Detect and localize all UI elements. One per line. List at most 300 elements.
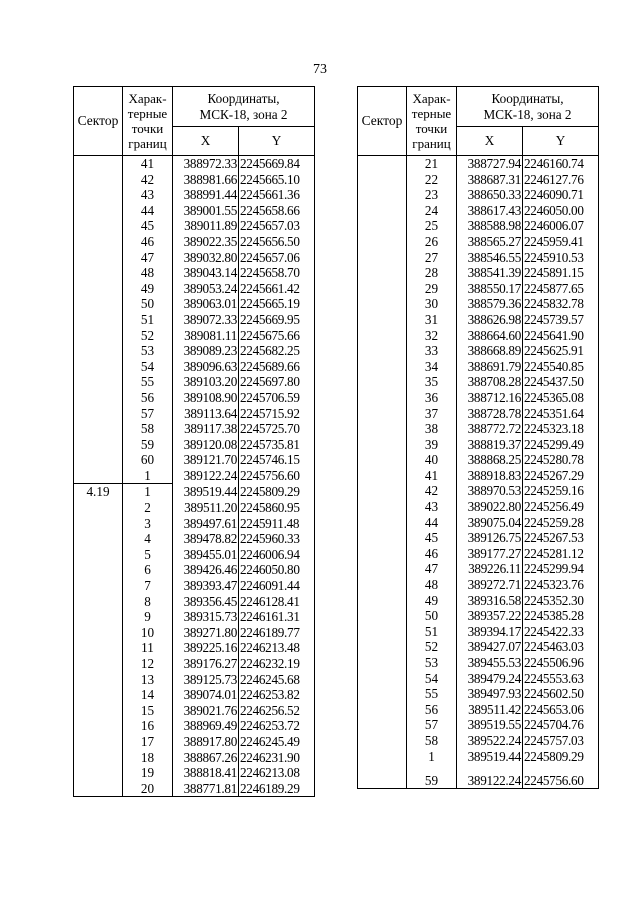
x-cell: 389511.42 xyxy=(457,702,523,718)
table-row xyxy=(358,374,599,390)
y-cell: 2245365.08 xyxy=(523,390,599,406)
sector-cell xyxy=(358,359,407,375)
x-cell: 388708.28 xyxy=(457,374,523,390)
point-cell: 59 xyxy=(407,764,457,789)
sector-cell xyxy=(74,218,123,234)
table-row xyxy=(358,250,599,266)
x-cell: 389075.04 xyxy=(457,515,523,531)
point-cell: 37 xyxy=(407,406,457,422)
table-row xyxy=(74,672,315,688)
sector-cell xyxy=(74,594,123,610)
table-row xyxy=(358,421,599,437)
table-row xyxy=(358,452,599,468)
sector-cell xyxy=(358,764,407,789)
x-cell: 389125.73 xyxy=(173,672,239,688)
point-cell: 54 xyxy=(407,671,457,687)
header-x: X xyxy=(173,127,239,156)
table-row xyxy=(74,531,315,547)
y-cell: 2245665.19 xyxy=(239,296,315,312)
table-row xyxy=(74,516,315,532)
x-cell: 389315.73 xyxy=(173,609,239,625)
sector-cell xyxy=(74,421,123,437)
x-cell: 388579.36 xyxy=(457,296,523,312)
y-cell: 2245540.85 xyxy=(523,359,599,375)
y-cell: 2245809.29 xyxy=(523,749,599,765)
x-cell: 388541.39 xyxy=(457,265,523,281)
table-row xyxy=(358,437,599,453)
point-cell: 1 xyxy=(407,749,457,765)
point-cell: 29 xyxy=(407,281,457,297)
x-cell: 388668.89 xyxy=(457,343,523,359)
sector-cell xyxy=(74,500,123,516)
x-cell: 389522.24 xyxy=(457,733,523,749)
header-points: Харак- терные точки границ xyxy=(123,87,173,156)
table-row xyxy=(358,717,599,733)
y-cell: 2246128.41 xyxy=(239,594,315,610)
x-cell: 388728.78 xyxy=(457,406,523,422)
table-row xyxy=(74,781,315,797)
x-cell: 389225.16 xyxy=(173,640,239,656)
coordinates-table-left xyxy=(73,86,315,797)
y-cell: 2245463.03 xyxy=(523,639,599,655)
point-cell: 41 xyxy=(123,156,173,172)
sector-cell xyxy=(74,359,123,375)
x-cell: 389479.24 xyxy=(457,671,523,687)
sector-cell xyxy=(358,530,407,546)
point-cell: 2 xyxy=(123,500,173,516)
x-cell: 389511.20 xyxy=(173,500,239,516)
sector-cell xyxy=(74,531,123,547)
y-cell: 2246161.31 xyxy=(239,609,315,625)
table-row xyxy=(74,500,315,516)
y-cell: 2245658.70 xyxy=(239,265,315,281)
point-cell: 7 xyxy=(123,578,173,594)
header-coordinates: Координаты, МСК-18, зона 2 xyxy=(457,87,599,127)
point-cell: 52 xyxy=(407,639,457,655)
sector-cell xyxy=(74,437,123,453)
x-cell: 388650.33 xyxy=(457,187,523,203)
sector-cell xyxy=(358,639,407,655)
point-cell: 42 xyxy=(407,483,457,499)
table-row xyxy=(358,624,599,640)
point-cell: 52 xyxy=(123,328,173,344)
y-cell: 2246253.72 xyxy=(239,718,315,734)
table-row xyxy=(358,156,599,172)
point-cell: 13 xyxy=(123,672,173,688)
x-cell: 389117.38 xyxy=(173,421,239,437)
sector-cell xyxy=(74,156,123,172)
x-cell: 389394.17 xyxy=(457,624,523,640)
table-row xyxy=(358,655,599,671)
point-cell: 12 xyxy=(123,656,173,672)
x-cell: 388818.41 xyxy=(173,765,239,781)
point-cell: 43 xyxy=(123,187,173,203)
table-row xyxy=(358,749,599,765)
point-cell: 35 xyxy=(407,374,457,390)
y-cell: 2245267.53 xyxy=(523,530,599,546)
x-cell: 389120.08 xyxy=(173,437,239,453)
point-cell: 20 xyxy=(123,781,173,797)
y-cell: 2245281.12 xyxy=(523,546,599,562)
point-cell: 30 xyxy=(407,296,457,312)
x-cell: 389074.01 xyxy=(173,687,239,703)
sector-cell xyxy=(74,578,123,594)
y-cell: 2245860.95 xyxy=(239,500,315,516)
point-cell: 53 xyxy=(407,655,457,671)
point-cell: 3 xyxy=(123,516,173,532)
y-cell: 2245735.81 xyxy=(239,437,315,453)
x-cell: 389103.20 xyxy=(173,374,239,390)
sector-cell xyxy=(358,733,407,749)
x-cell: 388972.33 xyxy=(173,156,239,172)
table-row xyxy=(358,593,599,609)
table-row xyxy=(358,328,599,344)
y-cell: 2245832.78 xyxy=(523,296,599,312)
sector-cell xyxy=(358,421,407,437)
table-row xyxy=(74,750,315,766)
point-cell: 42 xyxy=(123,172,173,188)
table-row xyxy=(74,484,315,500)
point-cell: 19 xyxy=(123,765,173,781)
y-cell: 2245259.28 xyxy=(523,515,599,531)
point-cell: 48 xyxy=(407,577,457,593)
table-row xyxy=(358,686,599,702)
y-cell: 2245323.18 xyxy=(523,421,599,437)
table-row xyxy=(74,374,315,390)
table-row xyxy=(358,265,599,281)
y-cell: 2246231.90 xyxy=(239,750,315,766)
y-cell: 2246050.80 xyxy=(239,562,315,578)
x-cell: 389122.24 xyxy=(173,468,239,484)
point-cell: 23 xyxy=(407,187,457,203)
table-row xyxy=(74,421,315,437)
point-cell: 34 xyxy=(407,359,457,375)
x-cell: 388565.27 xyxy=(457,234,523,250)
point-cell: 47 xyxy=(123,250,173,266)
x-cell: 389176.27 xyxy=(173,656,239,672)
y-cell: 2246253.82 xyxy=(239,687,315,703)
point-cell: 53 xyxy=(123,343,173,359)
point-cell: 10 xyxy=(123,625,173,641)
sector-cell xyxy=(74,265,123,281)
sector-cell xyxy=(358,172,407,188)
sector-cell xyxy=(358,749,407,765)
table-row xyxy=(358,172,599,188)
sector-cell xyxy=(74,765,123,781)
table-row xyxy=(358,530,599,546)
y-cell: 2245715.92 xyxy=(239,406,315,422)
x-cell: 388771.81 xyxy=(173,781,239,797)
y-cell: 2246091.44 xyxy=(239,578,315,594)
sector-cell xyxy=(358,499,407,515)
sector-cell xyxy=(358,593,407,609)
sector-cell xyxy=(74,750,123,766)
y-cell: 2245725.70 xyxy=(239,421,315,437)
point-cell: 58 xyxy=(123,421,173,437)
x-cell: 389096.63 xyxy=(173,359,239,375)
table-row xyxy=(74,203,315,219)
y-cell: 2245385.28 xyxy=(523,608,599,624)
table-row xyxy=(74,594,315,610)
x-cell: 389072.33 xyxy=(173,312,239,328)
x-cell: 389177.27 xyxy=(457,546,523,562)
x-cell: 389357.22 xyxy=(457,608,523,624)
point-cell: 46 xyxy=(407,546,457,562)
table-row xyxy=(358,577,599,593)
x-cell: 389497.93 xyxy=(457,686,523,702)
point-cell: 43 xyxy=(407,499,457,515)
sector-cell xyxy=(74,672,123,688)
sector-cell xyxy=(358,515,407,531)
point-cell: 57 xyxy=(407,717,457,733)
x-cell: 389022.35 xyxy=(173,234,239,250)
sector-cell xyxy=(74,203,123,219)
y-cell: 2245960.33 xyxy=(239,531,315,547)
table-row xyxy=(358,608,599,624)
sector-cell xyxy=(358,608,407,624)
sector-cell xyxy=(74,781,123,797)
x-cell: 389121.70 xyxy=(173,452,239,468)
y-cell: 2246006.94 xyxy=(239,547,315,563)
x-cell: 388772.72 xyxy=(457,421,523,437)
y-cell: 2245911.48 xyxy=(239,516,315,532)
point-cell: 21 xyxy=(407,156,457,172)
y-cell: 2245661.36 xyxy=(239,187,315,203)
x-cell: 389272.71 xyxy=(457,577,523,593)
x-cell: 389032.80 xyxy=(173,250,239,266)
table-row xyxy=(358,312,599,328)
point-cell: 31 xyxy=(407,312,457,328)
y-cell: 2245323.76 xyxy=(523,577,599,593)
y-cell: 2245602.50 xyxy=(523,686,599,702)
x-cell: 389393.47 xyxy=(173,578,239,594)
x-cell: 388727.94 xyxy=(457,156,523,172)
sector-cell xyxy=(74,656,123,672)
sector-cell xyxy=(74,718,123,734)
coordinates-table-right xyxy=(357,86,599,789)
x-cell: 389316.58 xyxy=(457,593,523,609)
sector-cell xyxy=(74,640,123,656)
table-row xyxy=(358,406,599,422)
point-cell: 59 xyxy=(123,437,173,453)
y-cell: 2245682.25 xyxy=(239,343,315,359)
point-cell: 8 xyxy=(123,594,173,610)
sector-cell xyxy=(358,234,407,250)
x-cell: 389022.80 xyxy=(457,499,523,515)
point-cell: 50 xyxy=(407,608,457,624)
y-cell: 2245697.80 xyxy=(239,374,315,390)
sector-cell: 4.19 xyxy=(74,484,123,500)
point-cell: 39 xyxy=(407,437,457,453)
point-cell: 58 xyxy=(407,733,457,749)
x-cell: 389108.90 xyxy=(173,390,239,406)
table-row xyxy=(74,437,315,453)
point-cell: 41 xyxy=(407,468,457,484)
y-cell: 2246245.68 xyxy=(239,672,315,688)
y-cell: 2246256.52 xyxy=(239,703,315,719)
sector-cell xyxy=(358,468,407,484)
point-cell: 56 xyxy=(407,702,457,718)
table-row xyxy=(74,468,315,484)
y-cell: 2245756.60 xyxy=(523,764,599,789)
table-row xyxy=(74,187,315,203)
y-cell: 2245625.91 xyxy=(523,343,599,359)
y-cell: 2245259.16 xyxy=(523,483,599,499)
table-row xyxy=(74,390,315,406)
sector-cell xyxy=(74,172,123,188)
table-row xyxy=(358,702,599,718)
y-cell: 2246189.29 xyxy=(239,781,315,797)
header-coordinates: Координаты, МСК-18, зона 2 xyxy=(173,87,315,127)
table-row xyxy=(74,547,315,563)
point-cell: 9 xyxy=(123,609,173,625)
y-cell: 2245669.84 xyxy=(239,156,315,172)
x-cell: 388588.98 xyxy=(457,218,523,234)
y-cell: 2245877.65 xyxy=(523,281,599,297)
point-cell: 17 xyxy=(123,734,173,750)
table-row xyxy=(74,718,315,734)
x-cell: 389021.76 xyxy=(173,703,239,719)
sector-cell xyxy=(74,734,123,750)
y-cell: 2246090.71 xyxy=(523,187,599,203)
point-cell: 14 xyxy=(123,687,173,703)
header-sector: Сектор xyxy=(74,87,123,156)
sector-cell xyxy=(358,483,407,499)
y-cell: 2245267.29 xyxy=(523,468,599,484)
x-cell: 389113.64 xyxy=(173,406,239,422)
table-row xyxy=(358,499,599,515)
y-cell: 2245553.63 xyxy=(523,671,599,687)
header-x: X xyxy=(457,127,523,156)
y-cell: 2245351.64 xyxy=(523,406,599,422)
sector-cell xyxy=(358,561,407,577)
y-cell: 2246189.77 xyxy=(239,625,315,641)
x-cell: 389053.24 xyxy=(173,281,239,297)
point-cell: 54 xyxy=(123,359,173,375)
x-cell: 389455.01 xyxy=(173,547,239,563)
sector-cell xyxy=(74,468,123,484)
sector-cell xyxy=(74,687,123,703)
point-cell: 57 xyxy=(123,406,173,422)
sector-cell xyxy=(74,562,123,578)
sector-cell xyxy=(358,312,407,328)
table-row xyxy=(74,218,315,234)
x-cell: 388626.98 xyxy=(457,312,523,328)
point-cell: 44 xyxy=(123,203,173,219)
sector-cell xyxy=(74,374,123,390)
table-row xyxy=(358,234,599,250)
table-row xyxy=(74,765,315,781)
y-cell: 2246245.49 xyxy=(239,734,315,750)
point-cell: 26 xyxy=(407,234,457,250)
table-row xyxy=(74,328,315,344)
table-row xyxy=(358,483,599,499)
y-cell: 2245256.49 xyxy=(523,499,599,515)
y-cell: 2245910.53 xyxy=(523,250,599,266)
point-cell: 40 xyxy=(407,452,457,468)
x-cell: 388687.31 xyxy=(457,172,523,188)
table-row xyxy=(358,359,599,375)
table-row xyxy=(74,312,315,328)
table-row xyxy=(358,671,599,687)
y-cell: 2245661.42 xyxy=(239,281,315,297)
point-cell: 1 xyxy=(123,468,173,484)
x-cell: 388969.49 xyxy=(173,718,239,734)
table-row xyxy=(74,562,315,578)
y-cell: 2246213.08 xyxy=(239,765,315,781)
x-cell: 388546.55 xyxy=(457,250,523,266)
sector-cell xyxy=(358,328,407,344)
point-cell: 6 xyxy=(123,562,173,578)
y-cell: 2245739.57 xyxy=(523,312,599,328)
table-row xyxy=(358,218,599,234)
x-cell: 389122.24 xyxy=(457,764,523,789)
page-number: 73 xyxy=(313,62,327,77)
point-cell: 49 xyxy=(123,281,173,297)
y-cell: 2245280.78 xyxy=(523,452,599,468)
sector-cell xyxy=(358,437,407,453)
x-cell: 388918.83 xyxy=(457,468,523,484)
sector-cell xyxy=(358,577,407,593)
sector-cell xyxy=(74,547,123,563)
point-cell: 16 xyxy=(123,718,173,734)
table-row xyxy=(74,734,315,750)
x-cell: 388819.37 xyxy=(457,437,523,453)
table-row xyxy=(74,578,315,594)
sector-cell xyxy=(358,218,407,234)
sector-cell xyxy=(74,312,123,328)
y-cell: 2245704.76 xyxy=(523,717,599,733)
table-row xyxy=(358,468,599,484)
table-row xyxy=(358,515,599,531)
sector-cell xyxy=(358,390,407,406)
y-cell: 2245757.03 xyxy=(523,733,599,749)
x-cell: 389126.75 xyxy=(457,530,523,546)
table-row xyxy=(74,265,315,281)
y-cell: 2245437.50 xyxy=(523,374,599,390)
y-cell: 2246127.76 xyxy=(523,172,599,188)
point-cell: 5 xyxy=(123,547,173,563)
x-cell: 389478.82 xyxy=(173,531,239,547)
y-cell: 2245352.30 xyxy=(523,593,599,609)
sector-cell xyxy=(358,686,407,702)
x-cell: 389519.55 xyxy=(457,717,523,733)
y-cell: 2245506.96 xyxy=(523,655,599,671)
point-cell: 11 xyxy=(123,640,173,656)
point-cell: 46 xyxy=(123,234,173,250)
y-cell: 2245959.41 xyxy=(523,234,599,250)
sector-cell xyxy=(358,343,407,359)
y-cell: 2245653.06 xyxy=(523,702,599,718)
y-cell: 2245756.60 xyxy=(239,468,315,484)
table-row xyxy=(74,250,315,266)
y-cell: 2245658.66 xyxy=(239,203,315,219)
table-row xyxy=(74,406,315,422)
y-cell: 2245891.15 xyxy=(523,265,599,281)
table-row xyxy=(358,343,599,359)
y-cell: 2246232.19 xyxy=(239,656,315,672)
x-cell: 388691.79 xyxy=(457,359,523,375)
sector-cell xyxy=(358,671,407,687)
y-cell: 2246160.74 xyxy=(523,156,599,172)
y-cell: 2245689.66 xyxy=(239,359,315,375)
sector-cell xyxy=(358,717,407,733)
sector-cell xyxy=(74,343,123,359)
sector-cell xyxy=(358,250,407,266)
x-cell: 388981.66 xyxy=(173,172,239,188)
y-cell: 2245809.29 xyxy=(239,484,315,500)
point-cell: 1 xyxy=(123,484,173,500)
